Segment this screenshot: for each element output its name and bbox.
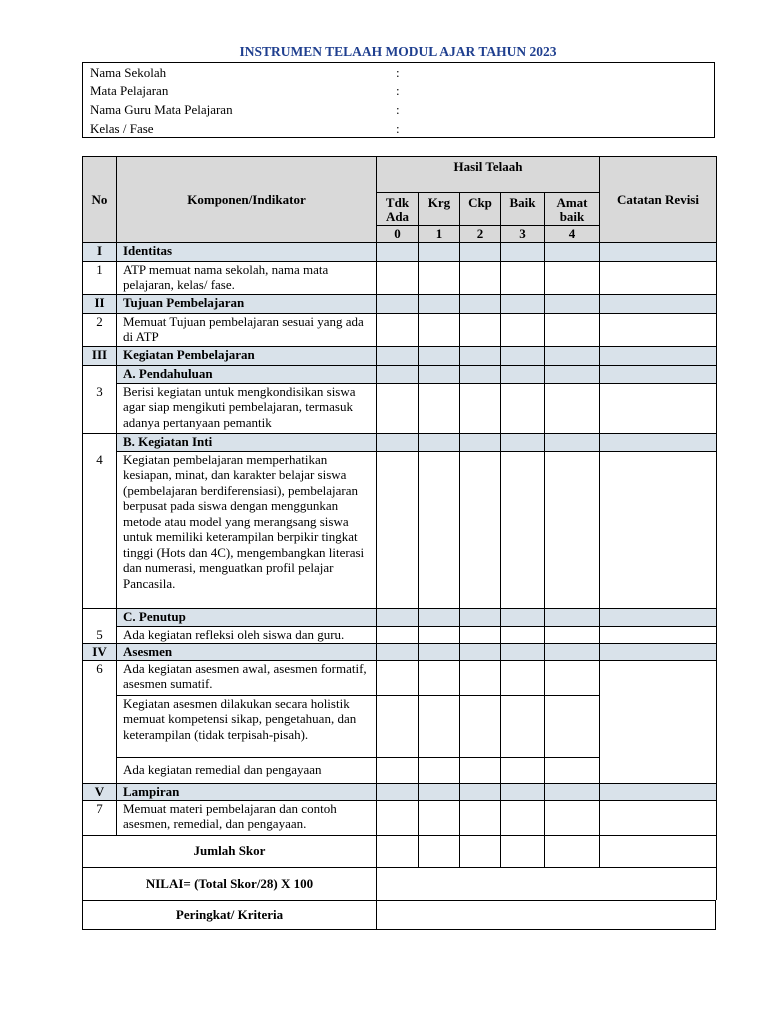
header-score-krg: Krg — [419, 193, 460, 226]
score-cell[interactable] — [501, 451, 545, 608]
revision-note-cell[interactable] — [600, 261, 717, 294]
score-cell[interactable] — [377, 800, 419, 835]
score-cell[interactable] — [460, 313, 501, 346]
review-table — [82, 156, 717, 900]
item-text: Ada kegiatan asesmen awal, asesmen formatif, asesmen sumatif. — [117, 660, 377, 695]
item-no: 1 — [83, 261, 117, 294]
score-cell[interactable] — [419, 626, 460, 643]
jumlah-skor-label: Jumlah Skor — [83, 835, 377, 867]
header-score-amat-baik: Amat baik — [545, 193, 600, 226]
header-no: No — [83, 157, 117, 243]
score-cell[interactable] — [501, 626, 545, 643]
header-value-3: 3 — [501, 226, 545, 243]
score-cell[interactable] — [460, 695, 501, 757]
score-cell[interactable] — [377, 313, 419, 346]
document-title: INSTRUMEN TELAAH MODUL AJAR TAHUN 2023 — [239, 44, 557, 59]
score-cell[interactable] — [545, 313, 600, 346]
info-label-subject: Mata Pelajaran — [90, 83, 169, 98]
total-score-cell[interactable] — [460, 835, 501, 867]
nilai-value-cell[interactable] — [377, 867, 717, 900]
item-text: Ada kegiatan refleksi oleh siswa dan guru. — [117, 626, 377, 643]
header-komponen: Komponen/Indikator — [117, 157, 377, 243]
score-cell[interactable] — [460, 383, 501, 433]
score-cell[interactable] — [501, 660, 545, 695]
score-cell[interactable] — [419, 757, 460, 783]
subsection-title-kegiatan-inti: B. Kegiatan Inti — [117, 433, 377, 451]
section-no: V — [83, 783, 117, 800]
subsection-title-penutup: C. Penutup — [117, 608, 377, 626]
revision-note-cell[interactable] — [600, 626, 717, 643]
total-score-cell[interactable] — [501, 835, 545, 867]
revision-note-cell[interactable] — [600, 660, 717, 783]
section-no: III — [83, 346, 117, 365]
header-catatan-revisi: Catatan Revisi — [600, 157, 717, 243]
item-no: 7 — [83, 800, 117, 835]
peringkat-kriteria-box — [82, 900, 716, 930]
score-cell[interactable] — [419, 261, 460, 294]
score-cell[interactable] — [545, 383, 600, 433]
info-label-class: Kelas / Fase — [90, 121, 154, 136]
revision-note-cell[interactable] — [600, 800, 717, 835]
item-text: Kegiatan asesmen dilakukan secara holistik memuat kompetensi sikap, pengetahuan, dan keterampilan (tidak terpisah-pisah). — [117, 695, 377, 757]
section-title-kegiatan: Kegiatan Pembelajaran — [117, 346, 377, 365]
school-info-box — [82, 62, 715, 138]
total-score-cell[interactable] — [377, 835, 419, 867]
peringkat-kriteria-label: Peringkat/ Kriteria — [83, 901, 377, 929]
subsection-title-pendahuluan: A. Pendahuluan — [117, 365, 377, 383]
item-text: Memuat materi pembelajaran dan contoh asesmen, remedial, dan pengayaan. — [117, 800, 377, 835]
score-cell[interactable] — [419, 695, 460, 757]
section-title-asesmen: Asesmen — [117, 643, 377, 660]
score-cell[interactable] — [501, 261, 545, 294]
score-cell[interactable] — [377, 695, 419, 757]
score-cell[interactable] — [501, 695, 545, 757]
info-colon: : — [396, 83, 400, 98]
score-cell[interactable] — [377, 757, 419, 783]
revision-note-cell[interactable] — [600, 383, 717, 433]
header-value-0: 0 — [377, 226, 419, 243]
header-hasil-telaah: Hasil Telaah — [377, 157, 600, 193]
header-score-tdk-ada: Tdk Ada — [377, 193, 419, 226]
score-cell[interactable] — [545, 451, 600, 608]
score-cell[interactable] — [419, 383, 460, 433]
info-label-teacher: Nama Guru Mata Pelajaran — [90, 102, 233, 117]
total-score-cell[interactable] — [600, 835, 717, 867]
item-text: Berisi kegiatan untuk mengkondisikan siswa agar siap mengikuti pembelajaran, termasuk adanya pertanyaan pemantik — [117, 383, 377, 433]
score-cell[interactable] — [545, 261, 600, 294]
section-no: IV — [83, 643, 117, 660]
score-cell[interactable] — [377, 451, 419, 608]
score-cell[interactable] — [419, 660, 460, 695]
item-text: ATP memuat nama sekolah, nama mata pelajaran, kelas/ fase. — [117, 261, 377, 294]
item-no: 3 — [83, 365, 117, 433]
score-cell[interactable] — [460, 261, 501, 294]
item-text: Memuat Tujuan pembelajaran sesuai yang ada di ATP — [117, 313, 377, 346]
score-cell[interactable] — [377, 626, 419, 643]
header-value-1: 1 — [419, 226, 460, 243]
item-no: 5 — [83, 608, 117, 643]
section-title-tujuan: Tujuan Pembelajaran — [117, 294, 377, 313]
score-cell[interactable] — [460, 660, 501, 695]
score-cell[interactable] — [460, 757, 501, 783]
score-cell[interactable] — [501, 313, 545, 346]
score-cell[interactable] — [377, 261, 419, 294]
item-text: Ada kegiatan remedial dan pengayaan — [117, 757, 377, 783]
info-label-school: Nama Sekolah — [90, 65, 167, 80]
score-cell[interactable] — [377, 383, 419, 433]
score-cell[interactable] — [545, 660, 600, 695]
info-colon: : — [396, 102, 400, 117]
nilai-formula-label: NILAI= (Total Skor/28) X 100 — [83, 867, 377, 900]
score-cell[interactable] — [545, 800, 600, 835]
header-value-4: 4 — [545, 226, 600, 243]
header-value-2: 2 — [460, 226, 501, 243]
total-score-cell[interactable] — [419, 835, 460, 867]
info-colon: : — [396, 121, 400, 136]
score-cell[interactable] — [419, 313, 460, 346]
score-cell[interactable] — [419, 451, 460, 608]
score-cell[interactable] — [545, 757, 600, 783]
item-text: Kegiatan pembelajaran memperhatikan kesiapan, minat, dan karakter belajar siswa (pembelajaran berdiferensiasi), pembelajaran berpusat pada siswa dengan menggunkan metode atau model yang merangsang siswa untuk memiliki keterampilan berpikir tingkat tinggi (Hots dan 4C), mengembangkan literasi dan numerasi, menguatkan profil pelajar Pancasila. — [117, 451, 377, 608]
score-cell[interactable] — [501, 757, 545, 783]
score-cell[interactable] — [377, 660, 419, 695]
info-colon: : — [396, 65, 400, 80]
revision-note-cell[interactable] — [600, 451, 717, 608]
header-score-ckp: Ckp — [460, 193, 501, 226]
total-score-cell[interactable] — [545, 835, 600, 867]
section-title-identitas: Identitas — [117, 242, 377, 261]
score-cell[interactable] — [545, 626, 600, 643]
score-cell[interactable] — [460, 626, 501, 643]
item-no: 2 — [83, 313, 117, 346]
score-cell[interactable] — [501, 383, 545, 433]
item-no: 6 — [83, 660, 117, 783]
score-cell[interactable] — [545, 695, 600, 757]
revision-note-cell[interactable] — [600, 313, 717, 346]
score-cell[interactable] — [460, 800, 501, 835]
item-no: 4 — [83, 433, 117, 608]
section-no: I — [83, 242, 117, 261]
section-title-lampiran: Lampiran — [117, 783, 377, 800]
section-no: II — [83, 294, 117, 313]
score-cell[interactable] — [419, 800, 460, 835]
header-score-baik: Baik — [501, 193, 545, 226]
score-cell[interactable] — [460, 451, 501, 608]
score-cell[interactable] — [501, 800, 545, 835]
